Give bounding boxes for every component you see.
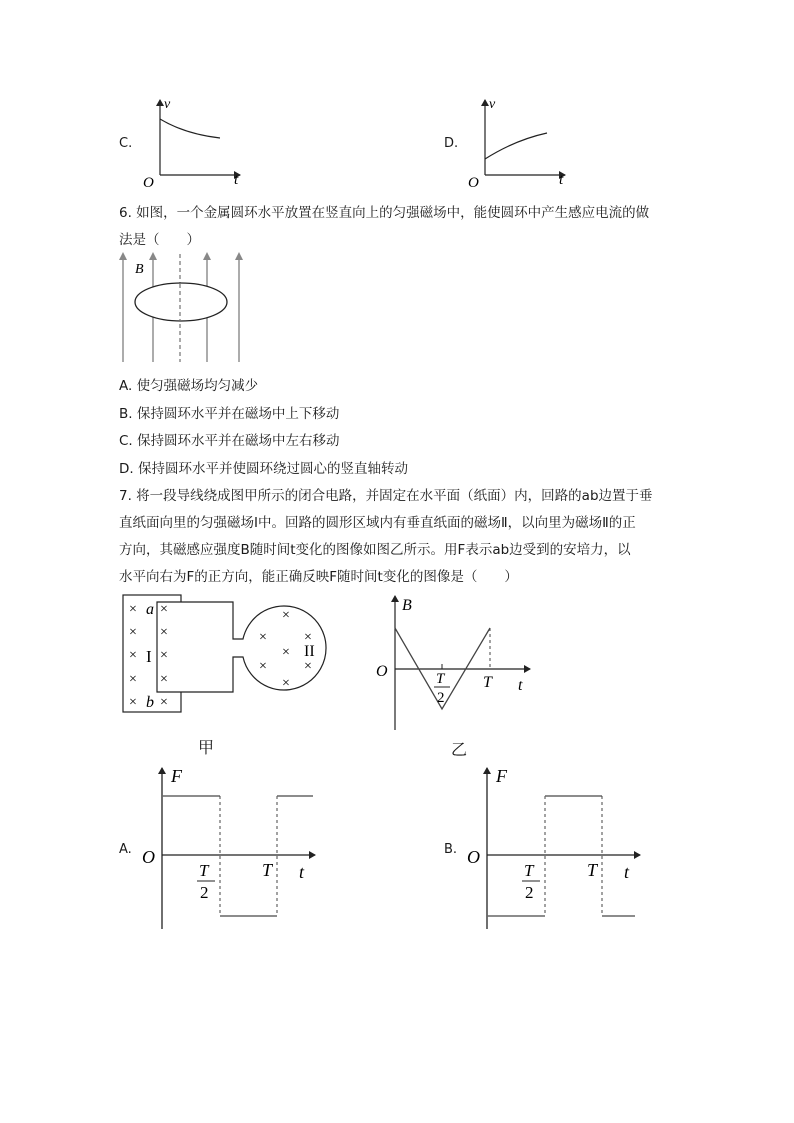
graph-c-origin: O [143,175,154,191]
cross: × [129,672,137,687]
label-region-I: I [146,647,152,666]
q6-stem-line1: 6. 如图，一个金属圆环水平放置在竖直向上的匀强磁场中，能使圆环中产生感应电流的做 [119,205,650,221]
gb-T-label: T [587,860,598,880]
yi-T-label: T [483,674,492,691]
graph-d-x-label: t [559,172,564,188]
caption-jia: 甲 [198,738,215,757]
field-label-b: B [135,262,144,277]
q7-graph-b [460,762,650,932]
graph-c [140,92,250,192]
cross: × [282,676,290,691]
graph-c-curve [160,119,220,138]
q7-graph-a [135,762,325,932]
q6-option-c[interactable]: C. 保持圆环水平并在磁场中左右移动 [119,433,340,449]
gb-half-den: 2 [525,883,534,902]
q7-option-b-label[interactable]: B. [444,842,458,857]
ga-half-den: 2 [200,883,209,902]
q6-option-a[interactable]: A. 使匀强磁场均匀减少 [119,378,259,394]
label-a: a [146,601,154,618]
ga-x-label: t [299,862,305,882]
graph-c-y-label: v [164,97,171,112]
graph-d [465,92,575,192]
cross: × [129,648,137,663]
cross: × [282,645,290,660]
q6-option-d[interactable]: D. 保持圆环水平并使圆环绕过圆心的竖直轴转动 [119,461,408,477]
q7-option-a-label[interactable]: A. [119,842,132,857]
q7-stem-line1: 7. 将一段导线绕成图甲所示的闭合电路，并固定在水平面（纸面）内，回路的ab边置于垂 [119,488,653,504]
gb-x-label: t [624,862,630,882]
yi-x-label: t [518,677,523,694]
figure-jia [118,592,353,717]
metal-ring [135,283,227,321]
cross: × [160,625,168,640]
label-region-II: II [304,643,315,660]
yi-half-T-den: 2 [437,690,445,706]
q7-stem-line2: 直纸面向里的匀强磁场Ⅰ中。回路的圆形区域内有垂直纸面的磁场Ⅱ，以向里为磁场Ⅱ的正 [119,515,636,531]
q6-figure [115,250,255,365]
gb-half-num: T [524,861,534,880]
cross: × [259,630,267,645]
cross: × [160,602,168,617]
label-b: b [146,694,154,711]
q6-option-b[interactable]: B. 保持圆环水平并在磁场中上下移动 [119,406,340,422]
ga-T-label: T [262,860,273,880]
graph-d-origin: O [468,175,479,191]
q7-stem-line4: 水平向右为F的正方向，能正确反映F随时间t变化的图像是（ ） [119,569,518,585]
gb-origin: O [467,847,480,867]
cross: × [282,608,290,623]
cross: × [129,695,137,710]
yi-y-label: B [402,597,412,614]
graph-c-x-label: t [234,172,239,188]
graph-d-curve [485,133,547,159]
ga-origin: O [142,847,155,867]
yi-half-T-num: T [436,671,445,687]
cross: × [160,672,168,687]
ga-half-num: T [199,861,209,880]
q6-stem-line2: 法是（ ） [119,232,200,248]
option-d-label: D. [444,136,459,151]
cross: × [160,695,168,710]
cross: × [129,602,137,617]
graph-d-y-label: v [489,97,496,112]
gb-y-label: F [496,766,507,786]
cross: × [259,659,267,674]
q7-stem-line3: 方向，其磁感应强度B随时间t变化的图像如图乙所示。用F表示ab边受到的安培力，以 [119,542,631,558]
yi-origin: O [376,663,388,680]
figure-yi [370,590,540,732]
cross: × [304,630,312,645]
option-c-label: C. [119,136,133,151]
ga-y-label: F [171,766,182,786]
caption-yi: 乙 [451,740,468,759]
cross: × [304,659,312,674]
cross: × [129,625,137,640]
cross: × [160,648,168,663]
closed-circuit [157,602,326,692]
